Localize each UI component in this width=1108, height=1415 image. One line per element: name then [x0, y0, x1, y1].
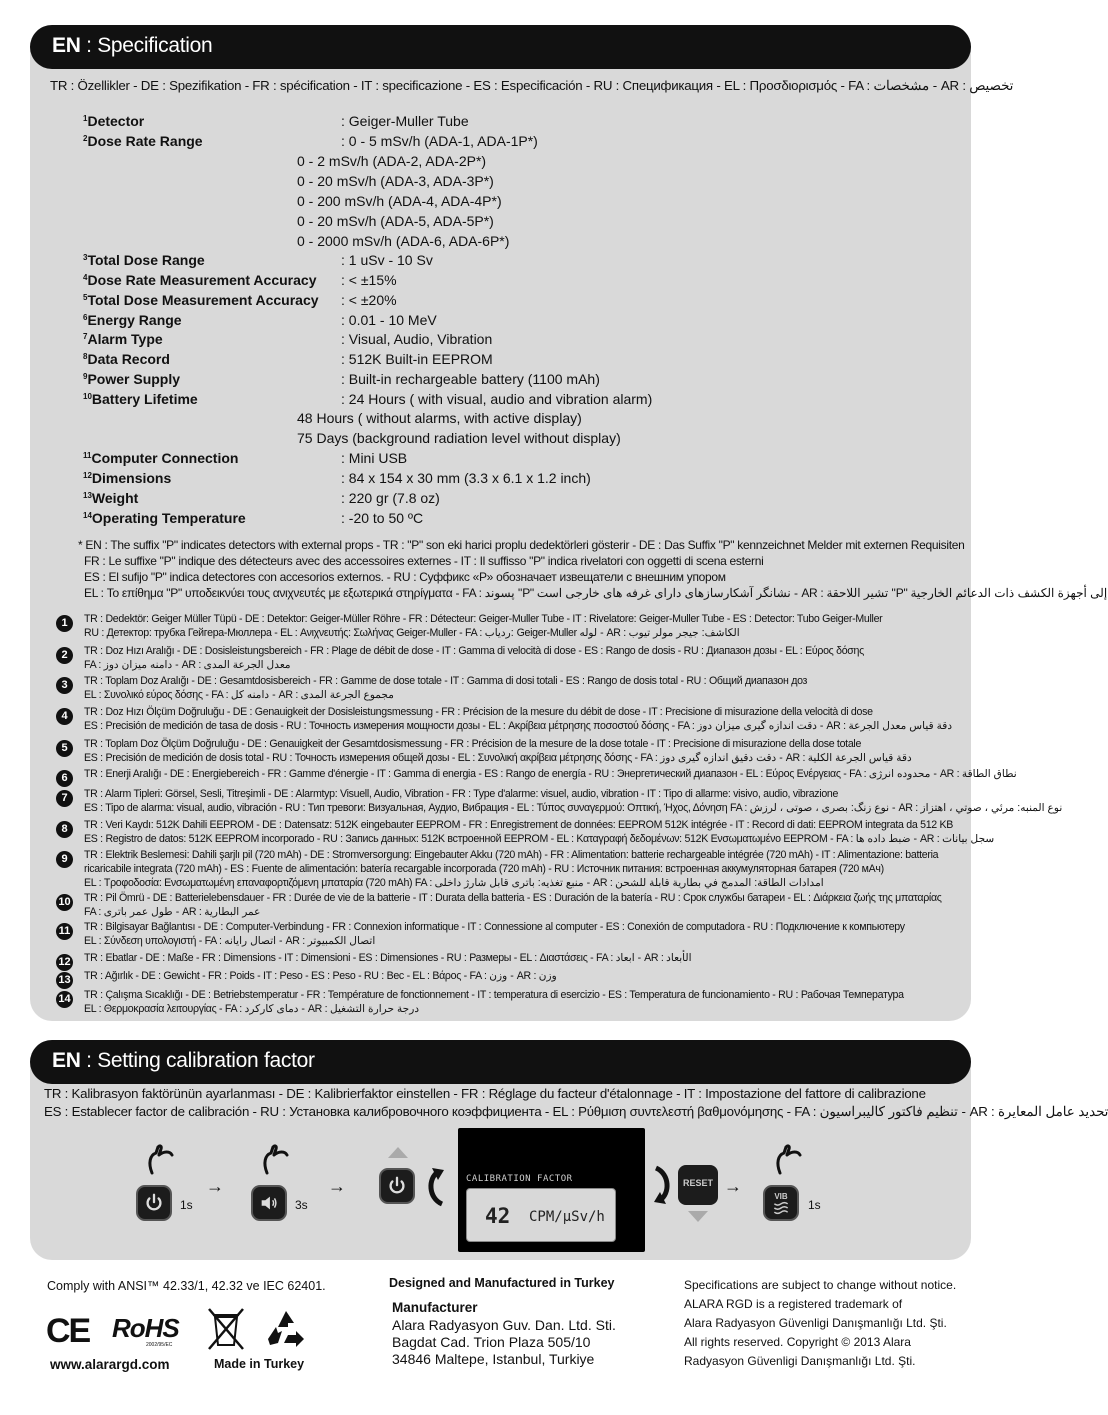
rohs-text: RoHS	[112, 1313, 179, 1343]
manufacturer-label: Manufacturer	[392, 1300, 478, 1315]
translation-line: TR : Alarm Tipleri: Görsel, Sesli, Titreşimli - DE : Alarmtyp: Visuell, Audio, Vibration - FR : Type d'alarme: visuel, audio, vibration - IT : Tipo di allarme: visivo, audio, vibrazione	[84, 788, 839, 800]
item-number-badge: 6	[56, 770, 73, 787]
translation-line: TR : Bilgisayar Bağlantısı - DE : Computer-Verbindung - FR : Connexion informatique - IT : Connessione al computer - ES : Conexión de computadora - RU : Подключение к компьютеру	[84, 921, 905, 933]
spec-label	[83, 113, 144, 129]
spec-number: 3	[83, 253, 88, 262]
rohs-subtext: 2002/95/EC	[146, 1342, 173, 1348]
item-number-badge: 12	[56, 954, 73, 971]
translation-line: TR : Dedektör: Geiger Müller Tüpü - DE : Detektor: Geiger-Müller Röhre - FR : Détecteur: Geiger-Muller Tube - IT : Rivelatore: Geiger-Muller Tube - ES : Detector: Tubo Geiger-Muller	[84, 613, 883, 625]
spec-label-text: Battery Lifetime	[91, 391, 198, 407]
up-arrow-icon	[386, 1145, 410, 1159]
translation-line: ES : Precisión de medición de tasa de dosis - RU : Точность измерения мощности дозы - EL : Ακρίβεια μέτρησης ποσοστού δόσης - FA : دقت اندازه گیری میزان دوز - AR : دقة قياس معدل الجرعة	[84, 720, 953, 732]
item-number-badge: 3	[56, 677, 73, 694]
dose-range-line: 0 - 200 mSv/h (ADA-4, ADA-4P*)	[297, 193, 502, 209]
cycle-arrow-icon	[424, 1164, 448, 1208]
spec-label-text: Operating Temperature	[91, 510, 246, 526]
translation-line: EL : Σύνδεση υπολογιστή - FA : اتصال رایانه - AR : اتصال الكمبيوتر	[84, 935, 376, 947]
power-up-button[interactable]	[379, 1168, 415, 1204]
arrow-right-icon: →	[206, 1176, 224, 1196]
down-arrow-icon	[686, 1210, 710, 1224]
spec-label	[83, 312, 182, 328]
spec-value: : Built-in rechargeable battery (1100 mAh)	[341, 371, 600, 387]
dose-range-line: 0 - 20 mSv/h (ADA-5, ADA-5P*)	[297, 213, 494, 229]
arrow-right-icon: →	[328, 1176, 346, 1196]
spec-label	[83, 450, 238, 466]
spec-number: 5	[83, 293, 88, 302]
spec-label-text: Total Dose Measurement Accuracy	[87, 292, 319, 308]
spec-value: : 1 uSv - 10 Sv	[341, 252, 433, 268]
translation-line: FA : دامنه میزان دوز - AR : معدل الجرعة المدى	[84, 659, 291, 671]
suffix-note-line: FR : Le suffixe "P" indique des détecteurs avec des accessoires externes - IT : Il suffisso "P" indica rivelatori con oggetti di scena esterni	[84, 554, 764, 568]
website: www.alarargd.com	[50, 1357, 170, 1372]
spec-label-text: Alarm Type	[87, 331, 163, 347]
spec-value: : 220 gr (7.8 oz)	[341, 490, 440, 506]
speaker-icon	[258, 1192, 280, 1214]
vib-button[interactable]	[763, 1185, 799, 1221]
translation-line: TR : Toplam Doz Aralığı - DE : Gesamtdosisbereich - FR : Gamme de dose totale - IT : Gamma di dosi totali - ES : Rango de dosis total - RU : Общий диапазон доз	[84, 675, 808, 687]
spec-number: 10	[83, 392, 92, 401]
spec-value: : 512K Built-in EEPROM	[341, 351, 493, 367]
manufacturer-line: Bagdat Cad. Trion Plaza 505/10	[392, 1334, 591, 1350]
notice-line: Specifications are subject to change without notice.	[684, 1278, 957, 1292]
translation-line: FA : طول عمر باتری - AR : عمر البطارية	[84, 906, 261, 918]
step1-duration: 1s	[180, 1198, 193, 1212]
calibration-translations-1: TR : Kalibrasyon faktörünün ayarlanması - DE : Kalibrierfaktor einstellen - FR : Réglage du facteur d'étalonnage - IT : Impostazione del fattore di calibrazione	[44, 1086, 926, 1101]
translation-line: TR : Doz Hızı Ölçüm Doğruluğu - DE : Genauigkeit der Dosisleistungsmessung - FR : Précision de la mesure du débit de dose - IT : Precisione di misurazione della velocità di dose	[84, 706, 873, 718]
dose-range-line: 0 - 2000 mSv/h (ADA-6, ADA-6P*)	[297, 233, 510, 249]
spec-number: 1	[83, 114, 88, 123]
spec-label-text: Total Dose Range	[87, 252, 205, 268]
suffix-note-line: * EN : The suffix "P" indicates detectors with external props - TR : "P" son eki harici proplu dedektörleri gösterir - DE : Das Suffix "P" kennzeichnet Melder mit externen Requisiten	[78, 538, 965, 552]
spec-number: 4	[83, 273, 88, 282]
reset-button[interactable]: RESET	[678, 1165, 718, 1205]
made-in-turkey: Made in Turkey	[214, 1357, 305, 1371]
manufacturer-line: Alara Radyasyon Guv. Dan. Ltd. Sti.	[392, 1317, 616, 1333]
dose-range-line: 0 - 20 mSv/h (ADA-3, ADA-3P*)	[297, 173, 494, 189]
spec-number: 7	[83, 332, 88, 341]
power-button[interactable]	[136, 1185, 172, 1221]
translation-line: EL : Συνολικό εύρος δόσης - FA : دامنه کل - AR : مجموع الجرعة المدى	[84, 689, 394, 701]
spec-value: : Visual, Audio, Vibration	[341, 331, 493, 347]
arrow-right-icon: →	[724, 1176, 742, 1196]
spec-label	[83, 510, 246, 526]
item-number-badge: 7	[56, 790, 73, 807]
power-icon	[386, 1175, 408, 1197]
translation-line: ES : Precisión de medición de dosis total - RU : Точность измерения общей дозы - EL : Συνολική ακρίβεια μέτρησης δόσης - FA : دقت دقیق اندازه گیری دوز - AR : دقة قياس الجرعة الكلية	[84, 752, 912, 764]
translation-line: ricaricabile integrata (720 mAh) - ES : Fuente de alimentación: batería recargable incorporada (720 mAh) - RU : Источник питания: встроенная аккумуляторная батарея (720 мАч)	[84, 863, 884, 875]
spec-value: : Geiger-Muller Tube	[341, 113, 469, 129]
calibration-header: EN : Setting calibration factor	[30, 1040, 971, 1084]
spec-label-text: Detector	[87, 113, 145, 129]
spec-label	[83, 371, 180, 387]
manufacturer-line: 34846 Maltepe, Istanbul, Turkiye	[392, 1351, 595, 1367]
battery-lifetime-line: 75 Days (background radiation level without display)	[297, 430, 621, 446]
spec-value: : 0.01 - 10 MeV	[341, 312, 437, 328]
cal-header-title: Setting calibration factor	[97, 1049, 315, 1072]
specification-header: EN : Specification	[30, 25, 971, 69]
cycle-arrow-icon	[650, 1164, 674, 1208]
spec-label-text: Data Record	[87, 351, 170, 367]
step5-duration: 1s	[808, 1198, 821, 1212]
specification-panel	[30, 25, 1108, 1021]
cal-header-lang: EN	[52, 1049, 81, 1072]
calibration-translations-2: ES : Establecer factor de calibración - RU : Установка калибровочного коэффициента - EL : Ρύθμιση συντελεστή βαθμονόμησης - FA : تنظیم فاکتور کالیبراسیون - AR : تحديد عامل المعايرة	[44, 1104, 1108, 1119]
calibration-display	[458, 1128, 645, 1252]
notice-line: All rights reserved. Copyright © 2013 Alara	[684, 1335, 911, 1349]
item-number-badge: 9	[56, 851, 73, 868]
spec-label	[83, 470, 171, 486]
translation-line: TR : Toplam Doz Ölçüm Doğruluğu - DE : Genauigkeit der Gesamtdosismessung - FR : Précision de la mesure de la dose totale - IT : Precisione di misurazione della dose totale	[84, 738, 862, 750]
spec-label	[83, 351, 170, 367]
calibration-panel	[30, 1040, 1108, 1260]
spec-number: 11	[83, 451, 92, 460]
translation-line: EL : Τροφοδοσία: Ενσωματωμένη επαναφορτιζόμενη μπαταρία (720 mAh) FA : منبع تغذیه: باتری قابل شارژ داخلی - AR : امدادات الطاقة: المدمج في بطارية قابلة للشحن	[84, 877, 824, 889]
spec-label	[83, 490, 138, 506]
power-icon	[143, 1192, 165, 1214]
spec-value: : Mini USB	[341, 450, 408, 466]
spec-label	[83, 391, 198, 407]
spec-number: 13	[83, 491, 92, 500]
spec-value: : < ±20%	[341, 292, 397, 308]
spec-value: : 84 x 154 x 30 mm (3.3 x 6.1 x 1.2 inch)	[341, 470, 591, 486]
item-number-badge: 1	[56, 615, 73, 632]
spec-number: 2	[83, 134, 88, 143]
vibration-icon	[771, 1201, 791, 1215]
weee-bin-icon	[205, 1305, 247, 1353]
spec-value: : 0 - 5 mSv/h (ADA-1, ADA-1P*)	[341, 133, 538, 149]
spec-label-text: Dimensions	[91, 470, 172, 486]
suffix-note-line: ES : El sufijo "P" indica detectores con accesorios externos. - RU : Суффикс «P» обозначает извещатели с внешним упором	[84, 570, 726, 584]
step2-duration: 3s	[295, 1198, 308, 1212]
spec-number: 8	[83, 352, 88, 361]
translation-line: TR : Elektrik Beslemesi: Dahili şarjlı pil (720 mAh) - DE : Stromversorgung: Eingebauter Akku (720 mAh) - FR : Alimentation: batterie rechargeable intégrée (720 mAh) - IT : Alimentazione: batteria	[84, 849, 939, 861]
ce-mark: CE	[46, 1312, 90, 1350]
sound-button[interactable]	[251, 1185, 287, 1221]
designed-manufactured: Designed and Manufactured in Turkey	[389, 1276, 615, 1290]
translation-line: TR : Veri Kaydı: 512K Dahili EEPROM - DE : Datensatz: 512K eingebauter EEPROM - FR : Enregistrement de données: EEPROM 512K intégrée - IT : Record di dati: EEPROM integrata da 512 KB	[84, 819, 954, 831]
translation-line: ES : Tipo de alarma: visual, audio, vibración - RU : Тип тревоги: Визуальная, Аудио, Вибрация - EL : Τύπος συναγερμού: Οπτική, Ήχος, Δόνηση FA : نوع زنگ: بصری ، صوتی ، لرزش - AR : نوع المنبه: مرئي ، صوتي ، اهتزاز	[84, 802, 1063, 814]
spec-label	[83, 292, 319, 308]
press-hand-icon	[144, 1143, 178, 1177]
spec-label	[83, 331, 163, 347]
lcd-title: CALIBRATION FACTOR	[466, 1174, 573, 1184]
spec-number: 14	[83, 511, 92, 520]
header-title: Specification	[97, 34, 213, 57]
translation-line: TR : Doz Hızı Aralığı - DE : Dosisleistungsbereich - FR : Plage de débit de dose - IT : Gamma di velocità di dose - ES : Rango de dosis - RU : Диапазон дозы - EL : Εύρος δόσης	[84, 645, 864, 657]
translation-line: TR : Çalışma Sıcaklığı - DE : Betriebstemperatur - FR : Température de fonctionnement - IT : temperatura di esercizio - ES : Temperatura de funcionamiento - RU : Рабочая Температура	[84, 989, 904, 1001]
spec-label	[83, 252, 205, 268]
spec-label-text: Computer Connection	[91, 450, 239, 466]
translation-line: RU : Детектор: трубка Гейгера-Мюллера - EL : Ανιχνευτής: Σωλήνας Geiger-Muller - FA : ردیاب: Geiger-Muller لوله - AR : الكاشف: جيجر مولر تيوب	[84, 627, 740, 639]
specification-translations: TR : Özellikler - DE : Spezifikation - FR : spécification - IT : specificazione - ES : Especificación - RU : Спецификация - EL : Προσδιορισμός - FA : مشخصات - AR : تخصيص	[50, 78, 1014, 93]
translation-line: TR : Enerji Aralığı - DE : Energiebereich - FR : Gamme d'énergie - IT : Gamma di energia - ES : Rango de energía - RU : Энергетический диапазон - EL : Εύρος Ενέργειας - FA : محدوده انرژی - AR : نطاق الطاقة	[84, 768, 1017, 780]
spec-value: : -20 to 50 ºC	[341, 510, 424, 526]
spec-number: 12	[83, 471, 92, 480]
vib-label: VIB	[774, 1191, 788, 1201]
spec-number: 9	[83, 372, 88, 381]
translation-line: TR : Ağırlık - DE : Gewicht - FR : Poids - IT : Peso - ES : Peso - RU : Вес - EL : Βάρος - FA : وزن - AR : وزن	[84, 970, 557, 982]
item-number-badge: 13	[56, 972, 73, 989]
calibration-value: 42	[485, 1204, 511, 1228]
spec-label-text: Weight	[91, 490, 139, 506]
translation-line: EL : Θερμοκρασία λειτουργίας - FA : دمای کارکرد - AR : درجة حرارة التشغيل	[84, 1003, 420, 1015]
spec-label-text: Dose Rate Range	[87, 133, 203, 149]
spec-label	[83, 133, 203, 149]
battery-lifetime-line: 48 Hours ( without alarms, with active display)	[297, 410, 582, 426]
spec-label-text: Energy Range	[87, 312, 182, 328]
notice-line: Radyasyon Güvenligi Danışmanlığı Ltd. Şti.	[684, 1354, 916, 1368]
lcd-screen	[466, 1188, 616, 1242]
header-lang: EN	[52, 34, 81, 57]
spec-label	[83, 272, 316, 288]
spec-label-text: Dose Rate Measurement Accuracy	[87, 272, 317, 288]
compliance-text: Comply with ANSI™ 42.33/1, 42.32 ve IEC 62401.	[47, 1279, 326, 1293]
item-number-badge: 8	[56, 821, 73, 838]
translation-line: TR : Ebatlar - DE : Maße - FR : Dimensions - IT : Dimensioni - ES : Dimensiones - RU : Размеры - EL : Διαστάσεις - FA : ابعاد - AR : الأبعاد	[84, 952, 692, 964]
spec-number: 6	[83, 313, 88, 322]
rohs-logo	[112, 1313, 194, 1349]
dose-range-line: 0 - 2 mSv/h (ADA-2, ADA-2P*)	[297, 153, 487, 169]
item-number-badge: 2	[56, 647, 73, 664]
recycle-icon	[262, 1307, 310, 1351]
calibration-unit: CPM/µSv/h	[529, 1209, 605, 1225]
spec-value: : 24 Hours ( with visual, audio and vibration alarm)	[341, 391, 653, 407]
item-number-badge: 4	[56, 708, 73, 725]
translation-line: TR : Pil Ömrü - DE : Batterielebensdauer - FR : Durée de vie de la batterie - IT : Durata della batteria - ES : Duración de la batería - RU : Срок службы батареи - EL : Διάρκεια ζωής της μπαταρίας	[84, 892, 942, 904]
item-number-badge: 14	[56, 991, 73, 1008]
notice-line: Alara Radyasyon Güvenligi Danışmanlığı Ltd. Şti.	[684, 1316, 947, 1330]
notice-line: ALARA RGD is a registered trademark of	[684, 1297, 903, 1311]
press-hand-icon	[259, 1143, 293, 1177]
press-hand-icon	[772, 1143, 806, 1177]
translation-line: ES : Registro de datos: 512K EEPROM incorporado - RU : Запись данных: 512K встроенной EEPROM - EL : Καταγραφή δεδομένων: 512K Ενσωματωμένο EEPROM - FA : ضبط داده ها - AR : سجل بيانات	[84, 833, 995, 845]
suffix-note-line: EL : Το επίθημα "P" υποδεικνύει τους ανιχνευτές με εξωτερικά στηρίγματα - FA : پسوند "P" نشانگر آشکارسازهای دارای غرفه های خارجی است - AR : تشير اللاحقة "P" إلى أجهزة الكشف ذات الدعائم الخارجية	[84, 586, 1108, 600]
spec-label-text: Power Supply	[87, 371, 181, 387]
item-number-badge: 11	[56, 923, 73, 940]
item-number-badge: 5	[56, 740, 73, 757]
item-number-badge: 10	[56, 894, 73, 911]
spec-value: : < ±15%	[341, 272, 397, 288]
